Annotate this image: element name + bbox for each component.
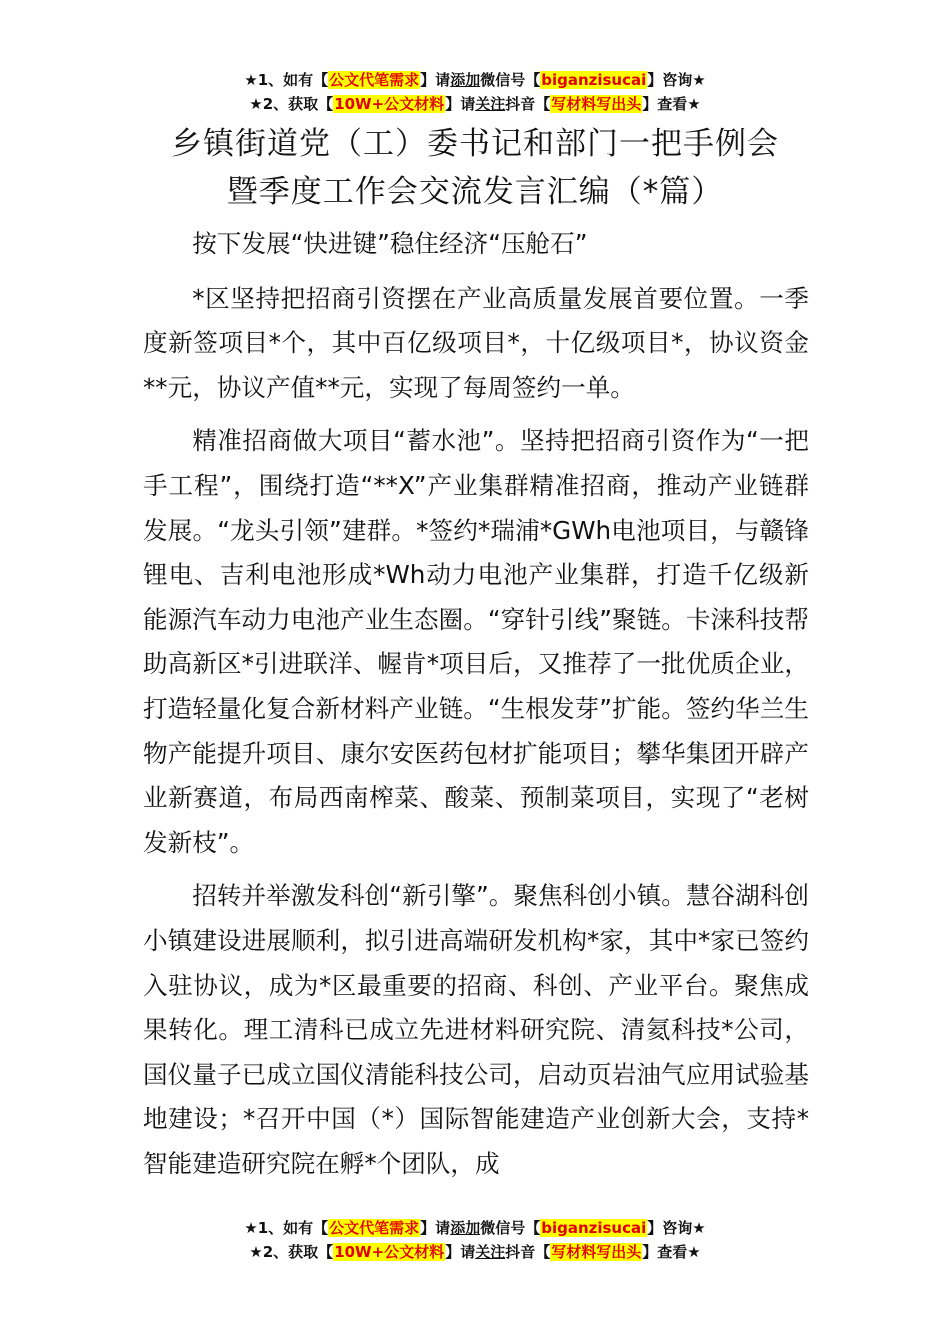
promo-highlight: biganzisucai	[541, 71, 647, 89]
promo-banner-top	[0, 68, 950, 116]
promo-highlight: 写材料写出头	[551, 1243, 642, 1261]
promo-text: 抖音【	[505, 1243, 551, 1261]
promo-underline: 添加	[450, 71, 481, 89]
promo-text: ★1、如有【	[244, 1219, 329, 1237]
document-title	[0, 120, 950, 216]
promo-underline: 关注	[475, 95, 506, 113]
promo-highlight: 公文代笔需求	[329, 71, 420, 89]
promo-highlight: 公文代笔需求	[329, 1219, 420, 1237]
promo-highlight: 10W+公文材料	[334, 95, 445, 113]
section-subhead: 按下发展“快进键”稳住经济“压舱石”	[192, 229, 588, 258]
promo-text: 微信号【	[480, 1219, 541, 1237]
promo-highlight: biganzisucai	[541, 1219, 647, 1237]
promo-highlight: 10W+公文材料	[334, 1243, 445, 1261]
promo-text: 】请	[445, 95, 476, 113]
title-line-1: 乡镇街道党（工）委书记和部门一把手例会	[171, 126, 779, 162]
promo-text: 抖音【	[505, 95, 551, 113]
promo-text: 】查看★	[642, 95, 701, 113]
promo-text: ★1、如有【	[244, 71, 329, 89]
paragraph-2: 精准招商做大项目“蓄水池”。坚持把招商引资作为“一把手工程”，围绕打造“**X”产业集群精准招商，推动产业链群发展。“龙头引领”建群。*签约*瑞浦*GWh电池项目，与赣锋锂电、吉利电池形成*Wh动力电池产业集群，打造千亿级新能源汽车动力电池产业生态圈。“穿针引线”聚链。卡涞科技帮助高新区*引进联洋、幄肯*项目后，又推荐了一批优质企业，打造轻量化复合新材料产业链。“生根发芽”扩能。签约华兰生物产能提升项目、康尔安医药包材扩能项目；攀华集团开辟产业新赛道，布局西南榨菜、酸菜、预制菜项目，实现了“老树发新枝”。	[143, 426, 809, 857]
paragraph-3: 招转并举激发科创“新引擎”。聚焦科创小镇。慧谷湖科创小镇建设进展顺利，拟引进高端研发机构*家，其中*家已签约入驻协议，成为*区最重要的招商、科创、产业平台。聚焦成果转化。理工清科已成立先进材料研究院、清氦科技*公司，国仪量子已成立国仪清能科技公司，启动页岩油气应用试验基地建设；*召开中国（*）国际智能建造产业创新大会，支持*智能建造研究院在孵*个团队，成	[143, 881, 809, 1178]
promo-line-1	[0, 1216, 950, 1240]
promo-text: 】咨询★	[647, 1219, 706, 1237]
promo-text: 】请	[445, 1243, 476, 1261]
promo-text: 微信号【	[480, 71, 541, 89]
paragraph-1: *区坚持把招商引资摆在产业高质量发展首要位置。一季度新签项目*个，其中百亿级项目*，十亿级项目*，协议资金**元，协议产值**元，实现了每周签约一单。	[143, 283, 809, 402]
promo-line-2	[0, 92, 950, 116]
promo-text: ★2、获取【	[249, 1243, 334, 1261]
promo-line-2	[0, 1240, 950, 1264]
promo-text: 】查看★	[642, 1243, 701, 1261]
promo-text: 】请	[420, 1219, 451, 1237]
promo-underline: 添加	[450, 1219, 481, 1237]
promo-banner-bottom	[0, 1216, 950, 1264]
title-line-2: 暨季度工作会交流发言汇编（*篇）	[226, 174, 724, 210]
promo-text: 】请	[420, 71, 451, 89]
promo-highlight: 写材料写出头	[551, 95, 642, 113]
promo-line-1	[0, 68, 950, 92]
promo-underline: 关注	[475, 1243, 506, 1261]
document-body	[143, 222, 809, 1195]
promo-text: ★2、获取【	[249, 95, 334, 113]
promo-text: 】咨询★	[647, 71, 706, 89]
